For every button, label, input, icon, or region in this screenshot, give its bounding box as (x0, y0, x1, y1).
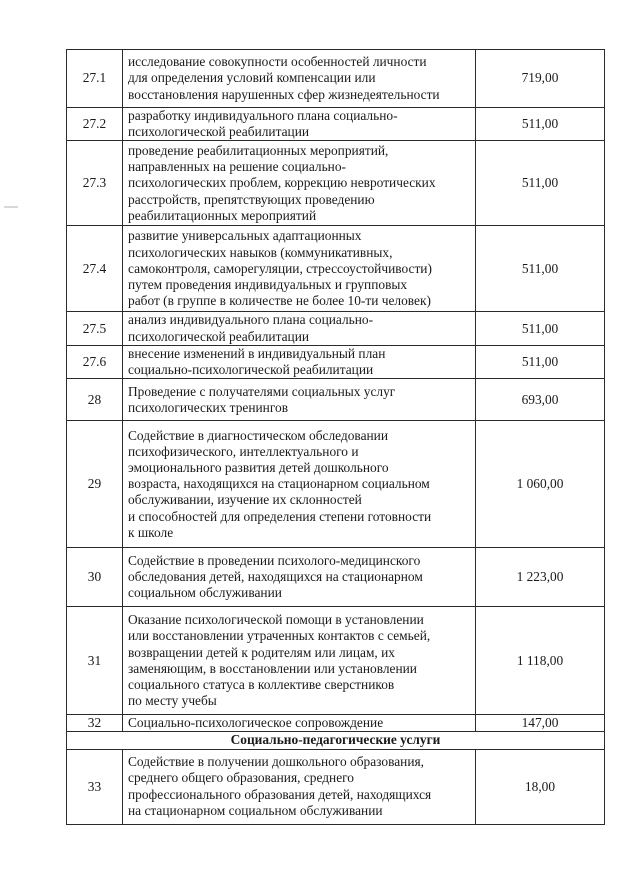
row-number: 29 (67, 421, 123, 548)
table-row (67, 226, 605, 312)
service-description: исследование совокупности особенностей личности для определения условий компенсации или восстановления нарушенных сфер жизнедеятельности (123, 50, 476, 108)
service-price: 511,00 (476, 345, 605, 378)
table-row (67, 108, 605, 141)
row-number: 32 (67, 715, 123, 732)
table-row (67, 345, 605, 378)
service-description: Оказание психологической помощи в установлении или восстановлении утраченных контактов с семьей, возвращении детей к родителям или лицам, их заменяющим, в восстановлении или установлении социального статуса в коллективе сверстников по месту учебы (123, 607, 476, 715)
table-row (67, 312, 605, 345)
table-row (67, 141, 605, 226)
section-heading-row (67, 732, 605, 749)
row-number: 28 (67, 379, 123, 421)
service-price: 511,00 (476, 108, 605, 141)
table-row (67, 715, 605, 732)
service-description: Проведение с получателями социальных услуг психологических тренингов (123, 379, 476, 421)
service-description: развитие универсальных адаптационных психологических навыков (коммуникативных, самоконтроля, саморегуляции, стрессоустойчивости) путем проведения индивидуальных и групповых работ (в группе в количестве не более 10-ти человек) (123, 226, 476, 312)
service-description: внесение изменений в индивидуальный план социально-психологической реабилитации (123, 345, 476, 378)
row-number: 27.6 (67, 345, 123, 378)
service-price: 719,00 (476, 50, 605, 108)
service-price: 147,00 (476, 715, 605, 732)
row-number: 27.5 (67, 312, 123, 345)
service-description: анализ индивидуального плана социально- психологической реабилитации (123, 312, 476, 345)
table-row (67, 749, 605, 824)
service-description: Содействие в получении дошкольного образования, среднего общего образования, среднего профессионального образования детей, находящихся на стационарном социальном обслуживании (123, 749, 476, 824)
table-row (67, 607, 605, 715)
service-price: 1 060,00 (476, 421, 605, 548)
service-price: 1 223,00 (476, 548, 605, 607)
service-price: 511,00 (476, 312, 605, 345)
row-number: 27.4 (67, 226, 123, 312)
service-description: разработку индивидуального плана социально- психологической реабилитации (123, 108, 476, 141)
section-heading: Социально-педагогические услуги (67, 732, 605, 749)
row-number: 27.1 (67, 50, 123, 108)
service-price: 18,00 (476, 749, 605, 824)
row-number: 27.3 (67, 141, 123, 226)
row-number: 33 (67, 749, 123, 824)
service-description: Социально-психологическое сопровождение (123, 715, 476, 732)
table-row (67, 421, 605, 548)
row-number: 31 (67, 607, 123, 715)
table-row (67, 548, 605, 607)
service-description: проведение реабилитационных мероприятий, направленных на решение социально- психологических проблем, коррекцию невротических расстройств, препятствующих проведению реабилитационных мероприятий (123, 141, 476, 226)
table-row (67, 50, 605, 108)
table-row (67, 379, 605, 421)
service-price: 693,00 (476, 379, 605, 421)
service-description: Содействие в диагностическом обследовании психофизического, интеллектуального и эмоционального развития детей дошкольного возраста, находящихся на стационарном социальном обслуживании, изучение их склонностей и способностей для определения степени готовности к школе (123, 421, 476, 548)
services-price-table (66, 49, 605, 825)
row-number: 27.2 (67, 108, 123, 141)
service-price: 511,00 (476, 141, 605, 226)
scan-artifact (4, 206, 18, 208)
row-number: 30 (67, 548, 123, 607)
service-price: 511,00 (476, 226, 605, 312)
service-price: 1 118,00 (476, 607, 605, 715)
service-description: Содействие в проведении психолого-медицинского обследования детей, находящихся на стационарном социальном обслуживании (123, 548, 476, 607)
